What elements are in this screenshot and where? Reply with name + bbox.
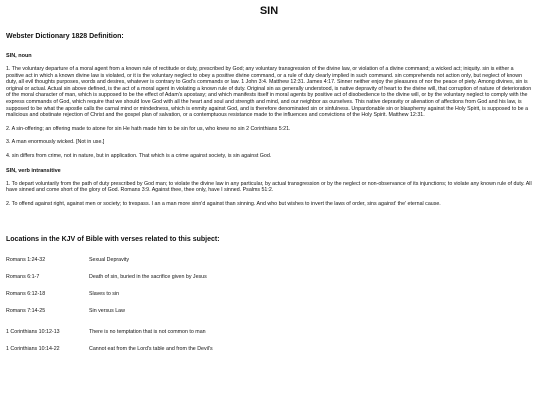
locations-heading: Locations in the KJV of Bible with verses related to this subject: <box>6 236 220 244</box>
verb-definition-2: 2. To offend against right, against men or society; to trespass. I an a man more sinn'd against than sinning. And who but wishes to invert the laws of order, sins against' the' eternal cause. <box>6 200 441 207</box>
verse-description: Cannot eat from the Lord's table and from the Devil's <box>89 346 213 353</box>
verse-description: Sin versus Law <box>89 308 125 315</box>
dictionary-heading: Webster Dictionary 1828 Definition: <box>6 33 124 40</box>
verse-link[interactable]: Romans 6:1-7 <box>6 274 40 281</box>
noun-definition-3: 3. A man enormously wicked. [Not in use.] <box>6 139 105 146</box>
list-item <box>6 329 532 336</box>
verb-heading: SIN, verb intransitive <box>6 167 61 174</box>
noun-heading: SIN, noun <box>6 53 32 59</box>
verse-description: There is no temptation that is not common to man <box>89 329 206 336</box>
list-item <box>6 308 532 315</box>
verse-description: Death of sin, buried in the sacrifice given by Jesus <box>89 274 207 281</box>
reference-list <box>6 257 532 353</box>
page-title: SIN <box>259 5 279 17</box>
list-item <box>6 274 532 281</box>
noun-definition-4: 4. sin differs from crime, not in nature, but in application. That which is a crime against society, is sin against God. <box>6 152 272 159</box>
verse-link[interactable]: Romans 6:12-18 <box>6 291 46 298</box>
list-item <box>6 291 532 298</box>
list-item <box>6 257 532 264</box>
verse-link[interactable]: 1 Corinthians 10:14-22 <box>6 346 60 353</box>
verb-definition-1: 1. To depart voluntarily from the path of duty prescribed by God man; to violate the divine law in any particular, by actual transgression or by the neglect or non-observance of its injunctions; to violate any known rule of duty. All have sinned and come short of the glory of God. Romans 3:9. Against thee, thee only, have I sinned. Psalms 51:2. <box>6 180 532 194</box>
verse-description: Slaves to sin <box>89 291 120 298</box>
verse-description: Sexual Depravity <box>89 257 130 264</box>
noun-definition-2: 2. A sin-offering; an offering made to atone for sin He hath made him to be sin for us, who knew no sin 2 Corinthians 5:21. <box>6 125 291 132</box>
verse-link[interactable]: Romans 1:24-32 <box>6 257 46 264</box>
noun-definition-1: 1. The voluntary departure of a moral agent from a known rule of rectitude or duty, prescribed by God; any voluntary transgression of the divine law, or violation of a divine command; a wicked act; iniquity. sin is either a positive act in which a known divine law is violated, or it is the voluntary neglect to obey a positive divine command, or a rule of duty clearly implied in such command. sin comprehends not action only, but neglect of known duty, all evil thoughts purposes, words and desires, whatever is contrary to God's commands or law. 1 John 3:4. Matthew 12:31. James 4:17. Sinner neither enjoy the pleasures of nor the peace of piety. Among divines, sin is original or actual. Actual sin above defined, is the act of a moral agent in violating a known rule of duty. Original sin as generally understood, is native depravity of heart to the divine will, that corruption of nature of deterioration of the moral character of man, which is supposed to be the effect of Adam's apostasy; and which manifests itself in moral agents by positive act of disobedience to the divine will, or by the voluntary neglect to comply with the express commands of God, which require that we should love God with all the heart and soul and strength and mind, and our neighbor as ourselves. This native depravity or alienation of affections from God and his law, is supposed to be what the apostle calls the carnal mind or mindedness, which is enmity against God, and is therefore denominated sin or sinfulness. Unpardonable sin or blasphemy against the Holy Spirit, is supposed to be a malicious and obstinate rejection of Christ and the gospel plan of salvation, or a contemptuous resistance made to the influences and convictions of the Holy Spirit. Matthew 12:31. <box>6 66 532 119</box>
verse-link[interactable]: 1 Corinthians 10:12-13 <box>6 329 60 336</box>
list-item <box>6 346 532 353</box>
verse-link[interactable]: Romans 7:14-25 <box>6 308 46 315</box>
